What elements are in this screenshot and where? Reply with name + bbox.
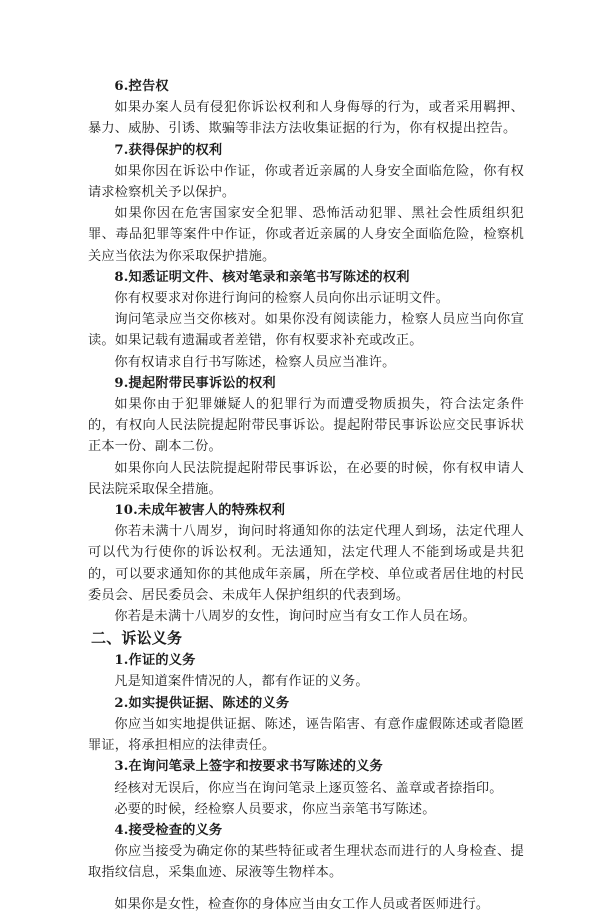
section-8 (88, 267, 524, 373)
part-2 (88, 627, 524, 914)
paragraph: 如果你向人民法院提起附带民事诉讼，在必要的时候，你有权申请人民法院采取保全措施。 (88, 460, 524, 497)
paragraph: 如果你由于犯罪嫌疑人的犯罪行为而遭受物质损失，符合法定条件的，有权向人民法院提起附带民事诉讼。提起附带民事诉讼应交民事诉状正本一份、副本二份。 (88, 397, 524, 455)
section-6 (88, 76, 524, 140)
duty-heading: 2.如实提供证据、陈述的义务 (114, 695, 290, 711)
paragraph: 如果办案人员有侵犯你诉讼权利和人身侮辱的行为，或者采用羁押、暴力、威胁、引诱、欺骗等非法方法收集证据的行为，你有权提出控告。 (88, 100, 524, 137)
document-page (88, 76, 524, 915)
section-heading: 10.未成年被害人的特殊权利 (114, 503, 286, 519)
duty-heading: 4.接受检查的义务 (114, 822, 223, 838)
paragraph: 询问笔录应当交你核对。如果你没有阅读能力，检察人员应当向你宣读。如果记载有遗漏或者差错，你有权要求补充或改正。 (88, 312, 524, 349)
duty-heading: 1.作证的义务 (114, 653, 196, 669)
section-9 (88, 373, 524, 500)
part-title: 二、诉讼义务 (91, 629, 183, 648)
section-heading: 9.提起附带民事诉讼的权利 (114, 375, 276, 391)
section-heading: 8.知悉证明文件、核对笔录和亲笔书写陈述的权利 (114, 269, 410, 285)
paragraph: 你有权请求自行书写陈述，检察人员应当准许。 (114, 354, 396, 370)
duty-heading: 3.在询问笔录上签字和按要求书写陈述的义务 (114, 759, 383, 775)
paragraph: 你应当接受为确定你的某些特征或者生理状态而进行的人身检查、提取指纹信息，采集血迹、尿液等生物样本。 (88, 844, 524, 881)
section-7 (88, 140, 524, 267)
paragraph: 必要的时候，经检察人员要求，你应当亲笔书写陈述。 (114, 801, 436, 817)
paragraph: 如果你因在诉讼中作证，你或者近亲属的人身安全面临危险，你有权请求检察机关予以保护。 (88, 163, 524, 201)
paragraph: 如果你因在危害国家安全犯罪、恐怖活动犯罪、黑社会性质组织犯罪、毒品犯罪等案件中作证，你或者近亲属的人身安全面临危险，检察机关应当依法为你采取保护措施。 (88, 206, 524, 264)
section-heading: 6.控告权 (114, 79, 169, 94)
paragraph: 你应当如实地提供证据、陈述，诬告陷害、有意作虚假陈述或者隐匿罪证，将承担相应的法律责任。 (88, 716, 524, 754)
section-10 (88, 500, 524, 627)
section-heading: 7.获得保护的权利 (114, 142, 223, 158)
paragraph: 你若未满十八周岁，询问时将通知你的法定代理人到场，法定代理人可以代为行使你的诉讼权利。无法通知，法定代理人不能到场或是共犯的，可以要求通知你的其他成年亲属，所在学校、单位或者居住地的村民委员会、居民委员会、未成年人保护组织的代表到场。 (88, 524, 524, 603)
paragraph: 如果你是女性，检查你的身体应当由女工作人员或者医师进行。 (114, 896, 490, 912)
paragraph: 你有权要求对你进行询问的检察人员向你出示证明文件。 (114, 291, 450, 307)
paragraph: 你若是未满十八周岁的女性，询问时应当有女工作人员在场。 (114, 609, 476, 625)
paragraph: 凡是知道案件情况的人，都有作证的义务。 (114, 674, 369, 690)
paragraph-spacer (88, 884, 524, 894)
paragraph: 经核对无误后，你应当在询问笔录上逐页签名、盖章或者捺指印。 (114, 780, 503, 796)
